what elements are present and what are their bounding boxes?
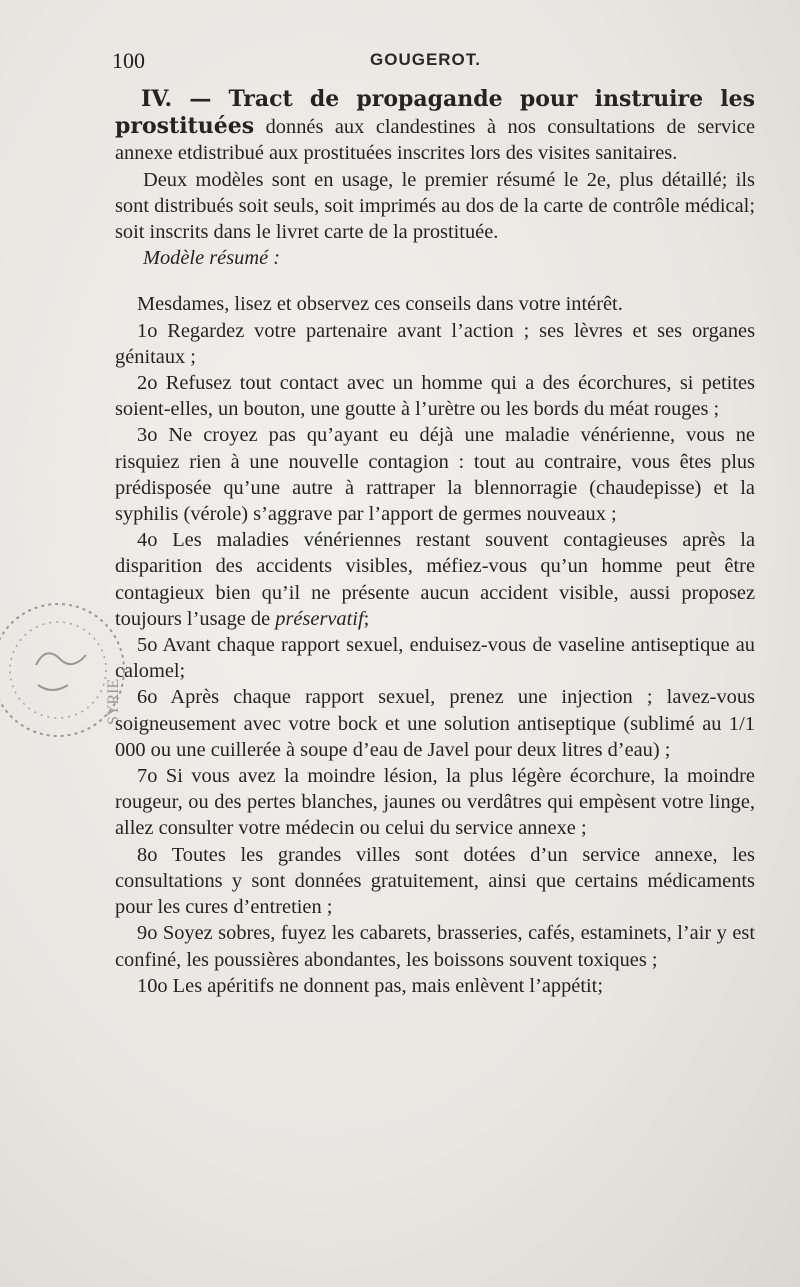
page-header bbox=[112, 48, 752, 76]
notice-block bbox=[115, 291, 755, 998]
section-heading-paragraph bbox=[115, 86, 755, 167]
notice-greeting: Mesdames, lisez et observez ces conseils dans votre intérêt. bbox=[137, 293, 623, 316]
running-title: GOUGEROT. bbox=[370, 50, 482, 69]
list-item: 3o Ne croyez pas qu’ayant eu déjà une maladie vénérienne, vous ne risquiez rien à une nouvelle contagion : tout au contraire, vous êtes plus prédisposée qu’une autre à rattraper la blennorragie (chaudepisse) et la syphilis (vérole) s’aggrave par l’apport de germes nouveaux ; bbox=[115, 424, 755, 526]
list-item-text: 4o Les maladies vénériennes restant souvent contagieuses après la disparition des accidents visibles, méfiez-vous qu’un homme peut être contagieux bien qu’il ne présente aucun accident visible, aussi proposez toujours l’usage de bbox=[115, 529, 755, 630]
stamp-text: SYRIE bbox=[105, 678, 122, 725]
list-item: 2o Refusez tout contact avec un homme qui a des écorchures, si petites soient-elles, un bouton, une goutte à l’urètre ou les bords du méat rouges ; bbox=[115, 372, 755, 421]
body-text bbox=[115, 86, 755, 999]
section-heading-rest: donnés aux clandestines à nos consultations de service annexe etdistribué aux prostituées inscrites lors des visites sanitaires. bbox=[115, 116, 755, 165]
list-item: 1o Regardez votre partenaire avant l’action ; ses lèvres et ses organes génitaux ; bbox=[115, 319, 755, 368]
list-item-end: ; bbox=[363, 607, 370, 630]
list-item: 8o Toutes les grandes villes sont dotées d’un service annexe, les consultations y sont données gratuitement, ainsi que certains médicaments pour les cures d’entretien ; bbox=[115, 843, 755, 919]
list-item: 10o Les apéritifs ne donnent pas, mais enlèvent l’appétit; bbox=[137, 974, 604, 997]
model-label: Modèle résumé : bbox=[143, 247, 281, 270]
list-item: 7o Si vous avez la moindre lésion, la plus légère écorchure, la moindre rougeur, ou des pertes blanches, jaunes ou verdâtres qui empèsent votre linge, allez consulter votre médecin ou celui du service annexe ; bbox=[115, 765, 755, 840]
list-item: 5o Avant chaque rapport sexuel, enduisez-vous de vaseline antiseptique au calomel; bbox=[115, 634, 755, 683]
page-number: 100 bbox=[112, 48, 145, 73]
list-item: 6o Après chaque rapport sexuel, prenez une injection ; lavez-vous soigneusement avec votre bock et une solution antiseptique (sublimé au 1/1 000 ou une cuillerée à soupe d’eau de Javel pour deux litres d’eau) ; bbox=[115, 686, 755, 761]
section-heading: IV. — Tract de propagande pour instruire les prostituées bbox=[115, 86, 755, 140]
italic-term: préservatif bbox=[275, 607, 364, 630]
list-item bbox=[115, 527, 755, 632]
list-item: 9o Soyez sobres, fuyez les cabarets, brasseries, cafés, estaminets, l’air y est confiné, les poussières abondantes, les boissons souvent toxiques ; bbox=[115, 922, 755, 971]
intro-paragraph: Deux modèles sont en usage, le premier résumé le 2e, plus détaillé; ils sont distribués soit seuls, soit imprimés au dos de la carte de contrôle médical; soit inscrits dans le livret carte de la prostituée. bbox=[115, 168, 755, 244]
